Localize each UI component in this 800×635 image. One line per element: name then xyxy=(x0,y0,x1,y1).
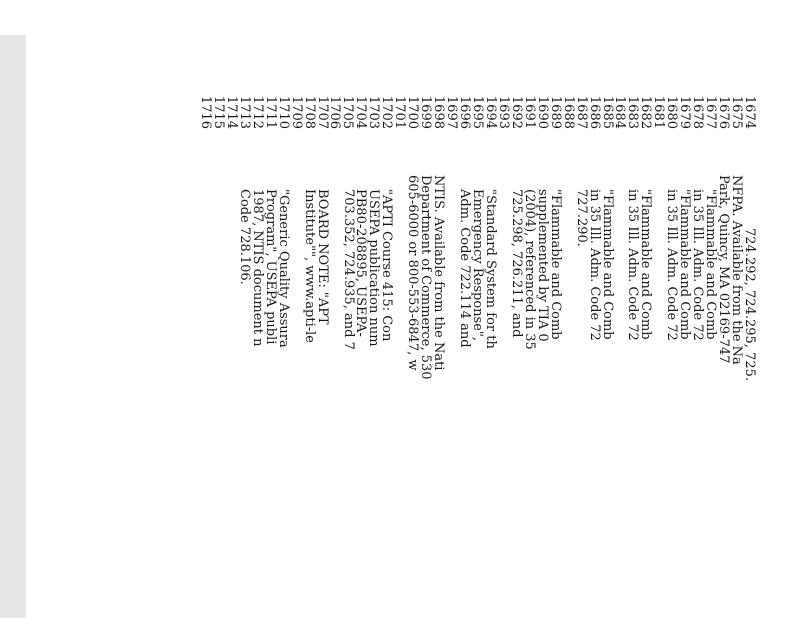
text-line: 605-6000 or 800-553-6847, w xyxy=(405,175,421,371)
line-number: 1685 xyxy=(599,95,615,129)
text-line: USEPA publication num xyxy=(366,189,382,347)
line-number: 1701 xyxy=(392,95,408,129)
text-paragraph xyxy=(664,189,693,341)
line-number: 1698 xyxy=(431,95,447,129)
text-line: "Generic Quality Assura xyxy=(275,189,291,348)
text-paragraph xyxy=(626,189,652,341)
text-paragraph xyxy=(457,189,496,349)
text-line: in 35 Ill. Adm. Code 72 xyxy=(690,189,706,341)
line-number: 1691 xyxy=(521,95,537,129)
text-paragraph xyxy=(237,189,289,348)
line-number: 1714 xyxy=(223,95,239,129)
text-line: in 35 Ill. Adm. Code 72 xyxy=(625,189,641,341)
line-number: 1682 xyxy=(638,95,654,129)
line-number: 1678 xyxy=(690,95,706,129)
line-number-column xyxy=(198,95,755,129)
text-line: BOARD NOTE: "APT xyxy=(314,189,330,325)
text-line: Park, Quincy, MA 02169-747 xyxy=(716,175,732,364)
line-number: 1689 xyxy=(547,95,563,129)
line-number: 1716 xyxy=(197,95,213,129)
line-number: 1700 xyxy=(405,95,421,129)
text-line: "Flammable and Comb xyxy=(703,189,719,340)
line-number: 1679 xyxy=(677,95,693,129)
line-number: 1686 xyxy=(586,95,602,129)
line-number: 1704 xyxy=(353,95,369,129)
text-line: "Flammable and Comb xyxy=(599,189,615,340)
text-line: 725.298, 726.211, and xyxy=(508,189,524,338)
text-line: supplemented by TIA 0 xyxy=(534,189,550,342)
line-number: 1711 xyxy=(262,95,278,129)
line-number: 1707 xyxy=(314,95,330,129)
text-line: Code 728.106. xyxy=(236,189,252,285)
text-line: Adm. Code 722.114 and xyxy=(457,189,473,348)
text-paragraph xyxy=(341,189,393,350)
line-number: 1677 xyxy=(703,95,719,129)
text-line: PB80-208895, USEPA- xyxy=(353,189,369,337)
line-number: 1703 xyxy=(366,95,382,129)
line-number: 1705 xyxy=(340,95,356,129)
text-line: Department of Commerce, 530 xyxy=(418,175,434,380)
text-line: Emergency Response", xyxy=(470,189,486,342)
text-line: 703.352, 724.935, and 7 xyxy=(340,189,356,350)
line-number: 1712 xyxy=(249,95,265,129)
line-number: 1695 xyxy=(469,95,485,129)
line-number: 1715 xyxy=(210,95,226,129)
text-paragraph xyxy=(690,189,719,341)
text-line: "Flammable and Comb xyxy=(547,189,563,340)
line-number: 1696 xyxy=(457,95,473,129)
line-number: 1675 xyxy=(729,95,745,129)
text-line: NTIS. Available from the Nati xyxy=(431,175,447,371)
line-number: 1710 xyxy=(275,95,291,129)
line-number: 1706 xyxy=(327,95,343,129)
line-number: 1692 xyxy=(508,95,524,129)
line-number: 1680 xyxy=(664,95,680,129)
line-number: 1709 xyxy=(288,95,304,129)
line-number: 1687 xyxy=(573,95,589,129)
line-number: 1694 xyxy=(482,95,498,129)
line-number: 1708 xyxy=(301,95,317,129)
line-number: 1683 xyxy=(625,95,641,129)
line-number: 1693 xyxy=(495,95,511,129)
text-line: in 35 Ill. Adm. Code 72 xyxy=(586,189,602,341)
line-number: 1697 xyxy=(444,95,460,129)
text-line: 724.292, 724.295, 725. xyxy=(742,228,757,381)
line-number: 1684 xyxy=(612,95,628,129)
line-number: 1690 xyxy=(534,95,550,129)
text-line: "Flammable and Comb xyxy=(677,189,693,340)
text-paragraph xyxy=(405,175,447,380)
text-line: in 35 Ill. Adm. Code 72 xyxy=(664,189,680,341)
line-number: 1688 xyxy=(560,95,576,129)
text-line: "Standard System for th xyxy=(483,189,498,349)
text-paragraph xyxy=(716,175,745,365)
text-line: Institute"", www.apti-le xyxy=(301,189,317,343)
line-number: 1699 xyxy=(418,95,434,129)
text-line: Program", USEPA publi xyxy=(262,189,278,345)
text-line: 727.290. xyxy=(573,189,589,247)
text-line: NFPA. Available from the Na xyxy=(729,175,745,365)
line-number: 1674 xyxy=(742,95,757,129)
text-line: "APTI Course 415: Con xyxy=(379,189,395,342)
text-line: 1987, NTIS document n xyxy=(249,189,265,347)
line-number: 1676 xyxy=(716,95,732,129)
text-paragraph xyxy=(509,189,561,350)
text-paragraph xyxy=(574,189,613,341)
line-number: 1713 xyxy=(236,95,252,129)
line-number: 1681 xyxy=(651,95,667,129)
text-line: (2004), referenced in 35 xyxy=(521,189,537,350)
line-number: 1702 xyxy=(379,95,395,129)
text-paragraph xyxy=(302,189,328,343)
text-line: "Flammable and Comb xyxy=(638,189,654,340)
